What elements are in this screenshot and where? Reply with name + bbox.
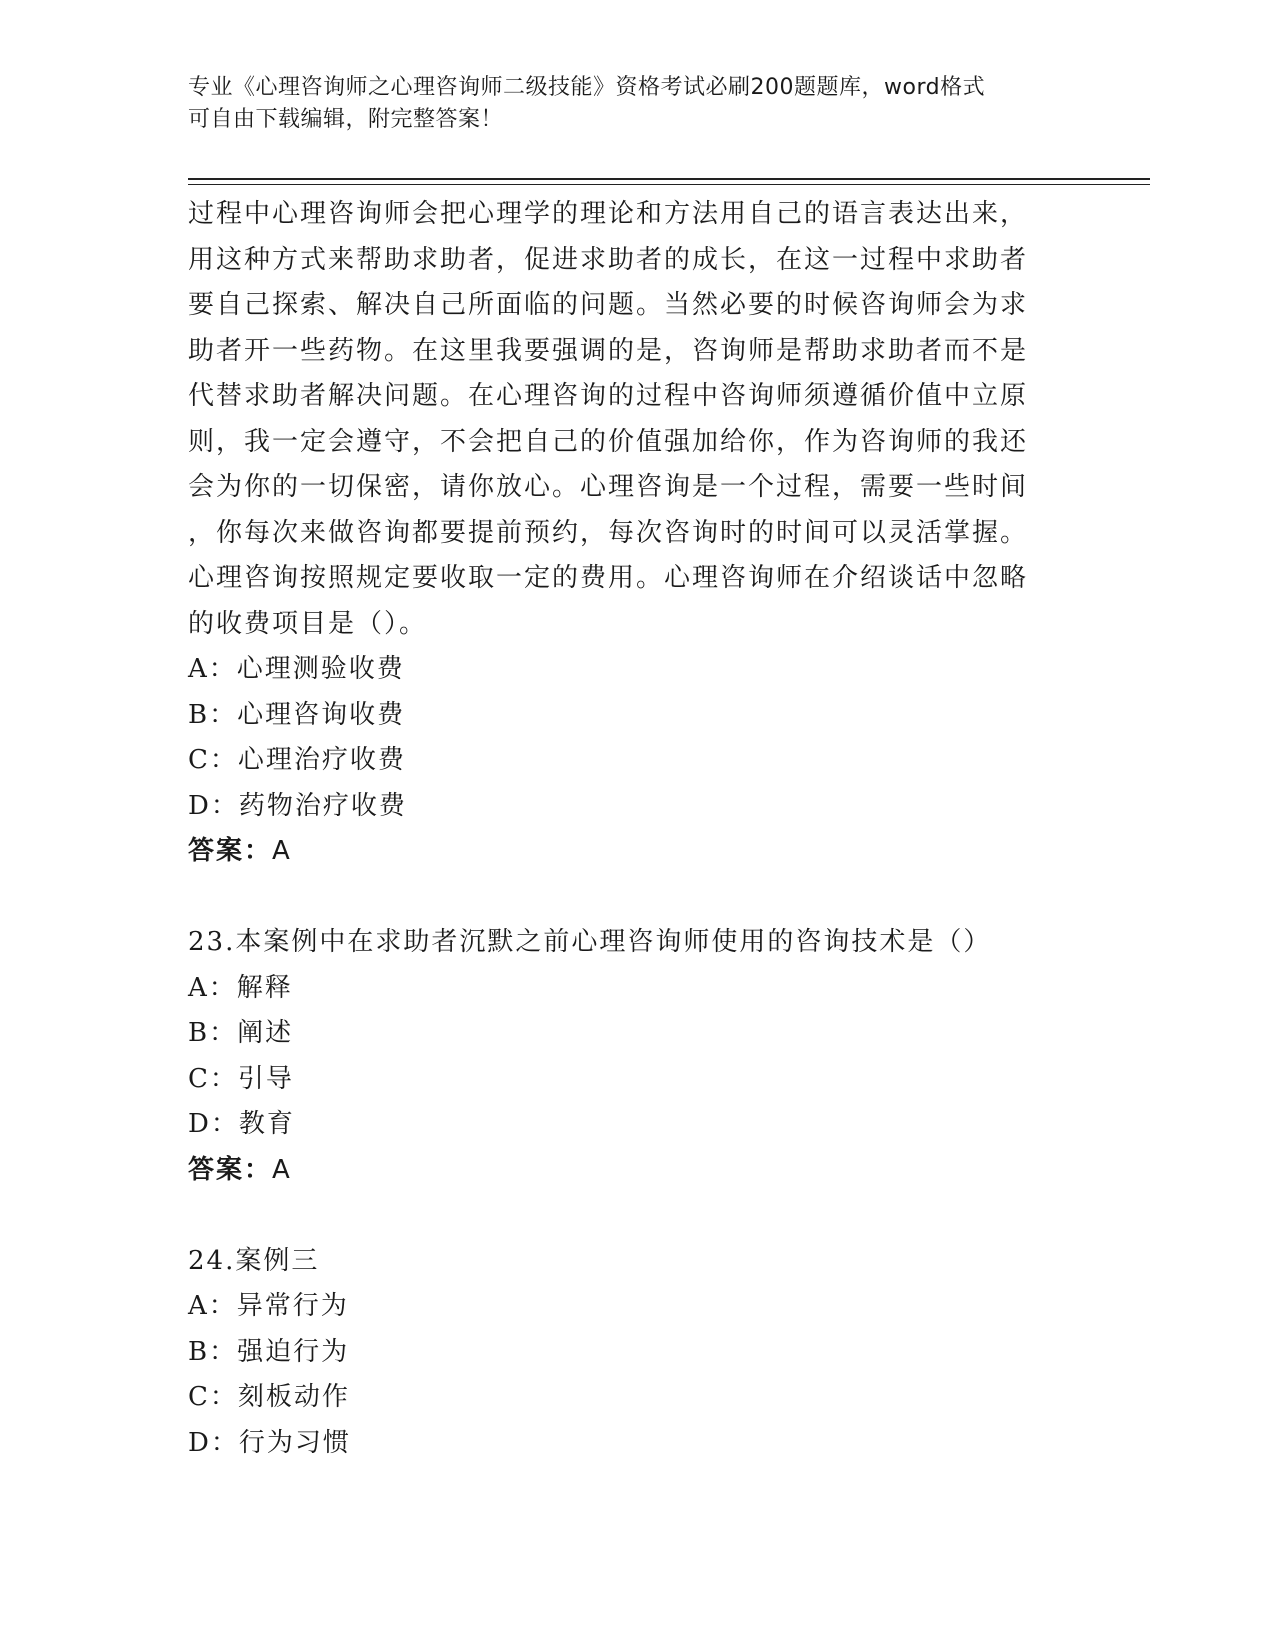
spacer <box>188 1193 1088 1239</box>
passage-line: ，你每次来做咨询都要提前预约，每次咨询时的时间可以灵活掌握。 <box>188 517 1029 548</box>
passage-line: 要自己探索、解决自己所面临的问题。当然必要的时候咨询师会为求 <box>188 290 1029 320</box>
header-divider-thin <box>188 184 1150 185</box>
option-d: D：行为习惯 <box>188 1427 351 1458</box>
passage-line: 则，我一定会遵守，不会把自己的价值强加给你，作为咨询师的我还 <box>188 426 1029 457</box>
answer-value: A <box>272 836 292 866</box>
question-23-answer <box>188 1148 1088 1194</box>
passage-line: 过程中心理咨询师会把心理学的理论和方法用自己的语言表达出来， <box>188 199 1029 229</box>
option-b: B：阐述 <box>188 1018 294 1048</box>
question-23-options <box>188 966 1088 1148</box>
passage-line: 用这种方式来帮助求助者，促进求助者的成长，在这一过程中求助者 <box>188 244 1029 275</box>
document-body <box>188 192 1088 1466</box>
spacer <box>188 875 1088 921</box>
option-c: C：刻板动作 <box>188 1382 350 1412</box>
option-a: A：心理测验收费 <box>188 654 405 684</box>
document-header <box>188 72 1068 136</box>
header-divider-thick <box>188 178 1150 180</box>
answer-label: 答案： <box>188 836 273 866</box>
passage-line: 的收费项目是（）。 <box>188 608 428 639</box>
question-22-passage <box>188 192 1088 647</box>
header-title-line-2: 可自由下载编辑，附完整答案！ <box>188 107 504 132</box>
option-c: C：引导 <box>188 1063 294 1094</box>
question-24-text: 24.案例三 <box>188 1245 320 1276</box>
option-a: A：异常行为 <box>188 1291 349 1321</box>
answer-value: A <box>272 1154 292 1185</box>
answer-label: 答案： <box>188 1154 273 1185</box>
option-d: D：教育 <box>188 1109 295 1139</box>
header-title-line-1: 专业《心理咨询师之心理咨询师二级技能》资格考试必刷200题题库，word格式 <box>188 75 986 100</box>
passage-line: 会为你的一切保密，请你放心。心理咨询是一个过程，需要一些时间 <box>188 472 1029 502</box>
option-c: C：心理治疗收费 <box>188 745 406 775</box>
question-23-text: 23.本案例中在求助者沉默之前心理咨询师使用的咨询技术是（） <box>188 927 992 957</box>
passage-line: 助者开一些药物。在这里我要强调的是，咨询师是帮助求助者而不是 <box>188 335 1029 366</box>
passage-line: 代替求助者解决问题。在心理咨询的过程中咨询师须遵循价值中立原 <box>188 381 1029 411</box>
option-a: A：解释 <box>188 972 293 1003</box>
passage-line: 心理咨询按照规定要收取一定的费用。心理咨询师在介绍谈话中忽略 <box>188 563 1029 593</box>
question-24-options <box>188 1284 1088 1466</box>
option-d: D：药物治疗收费 <box>188 790 407 821</box>
option-b: B：心理咨询收费 <box>188 699 406 730</box>
question-22-answer <box>188 829 1088 875</box>
question-22-options <box>188 647 1088 829</box>
option-b: B：强迫行为 <box>188 1336 350 1367</box>
